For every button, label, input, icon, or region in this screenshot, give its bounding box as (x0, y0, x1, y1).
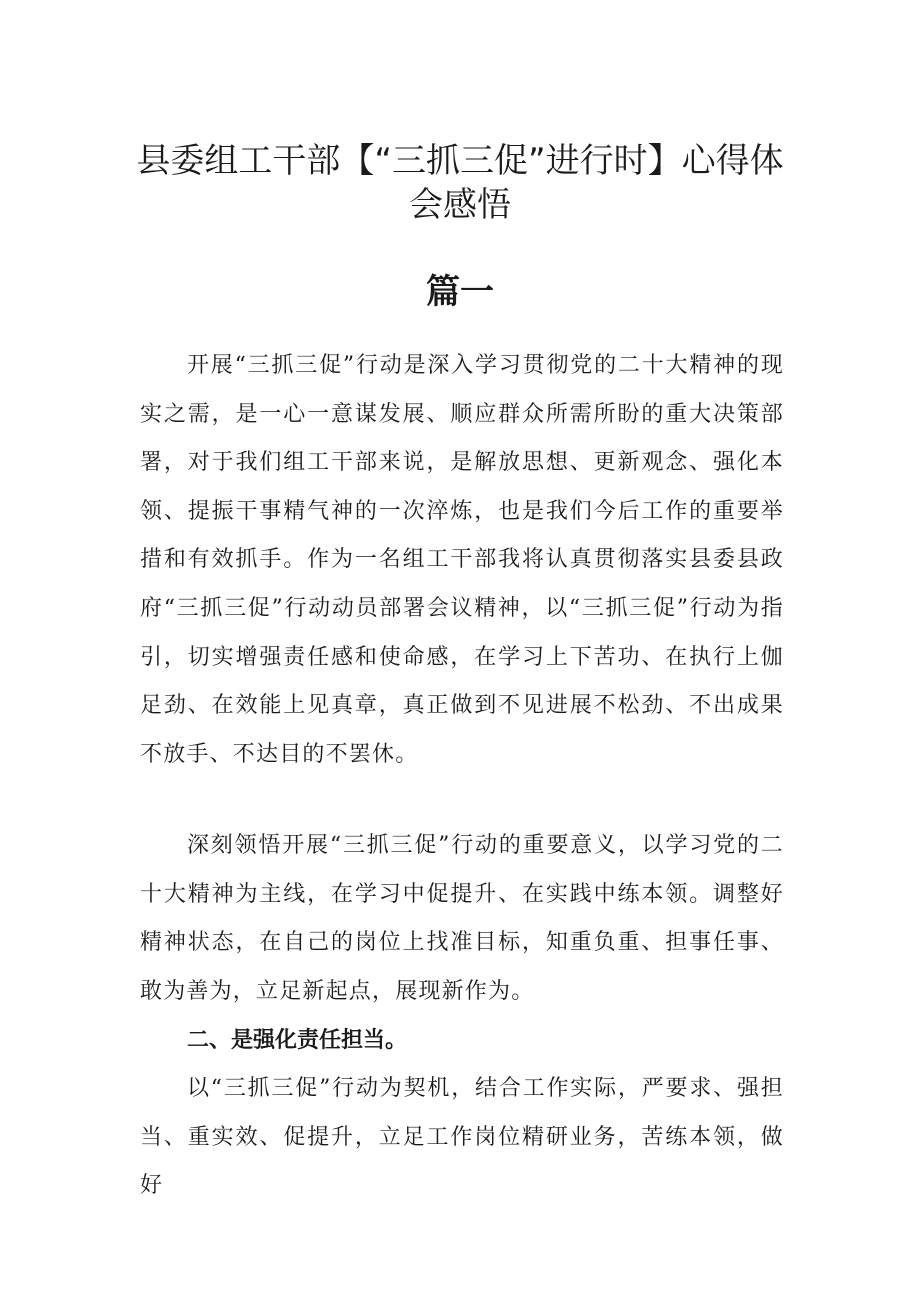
body-paragraph-2: 深刻领悟开展“三抓三促”行动的重要意义，以学习党的二十大精神为主线，在学习中促提升、在实践中练本领。调整好精神状态，在自己的岗位上找准目标，知重负重、担事任事、敢为善为，立足新起点，展现新作为。 (140, 833, 784, 1004)
section-heading: 篇一 (426, 272, 494, 312)
body-paragraph-1: 开展“三抓三促”行动是深入学习贯彻党的二十大精神的现实之需，是一心一意谋发展、顺应群众所需所盼的重大决策部署，对于我们组工干部来说，是解放思想、更新观念、强化本领、提振干事精气神的一次淬炼，也是我们今后工作的重要举措和有效抓手。作为一名组工干部我将认真贯彻落实县委县政府“三抓三促”行动动员部署会议精神，以“三抓三促”行动为指引，切实增强责任感和使命感，在学习上下苦功、在执行上伽足劲、在效能上见真章，真正做到不见进展不松劲、不出成果不放手、不达目的不罢休。 (140, 353, 784, 767)
body-paragraph-3: 以“三抓三促”行动为契机，结合工作实际，严要求、强担当、重实效、促提升，立足工作岗位精研业务，苦练本领，做好 (140, 1076, 784, 1199)
subheading-responsibility: 二、是强化责任担当。 (187, 1028, 408, 1053)
document-title-line-1: 县委组工干部【“三抓三促”进行时】心得体 (136, 141, 784, 181)
document-title-line-2: 会感悟 (409, 185, 511, 225)
